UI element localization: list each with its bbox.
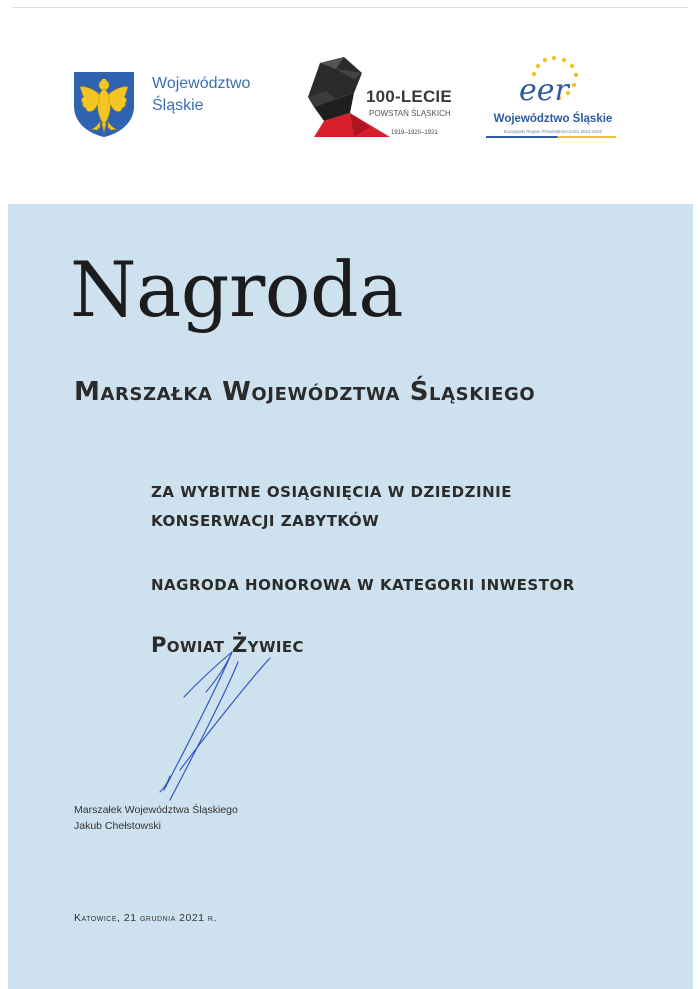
logo-wojewodztwo-slaskie [72, 70, 272, 140]
eer-mark: eer [519, 73, 569, 108]
award-category: NAGRODA HONOROWA W KATEGORII INWESTOR [151, 576, 575, 594]
place-and-date: Katowice, 21 grudnia 2021 r. [74, 912, 217, 924]
certificate-subtitle: Marszałka Województwa Śląskiego [74, 377, 536, 407]
logo-eer-name: Województwo Śląskie [493, 113, 613, 125]
logo-100-lecie-years: 1919–1920–1921 [391, 130, 438, 136]
signatory-name: Jakub Chełstowski [74, 820, 161, 832]
eer-stars-logo [484, 52, 624, 112]
certificate-title: Nagroda [70, 245, 404, 334]
logo-slaskie-line2: Śląskie [152, 97, 204, 114]
logo-100-lecie [306, 55, 456, 145]
recipient-name: Powiat Żywiec [151, 633, 304, 657]
signatory-position: Marszałek Województwa Śląskiego [74, 804, 238, 816]
reason-line-1: ZA WYBITNE OSIĄGNIĘCIA W DZIEDZINIE [151, 483, 512, 501]
logo-eer-bar [486, 136, 616, 138]
logo-100-lecie-subtitle: POWSTAŃ ŚLĄSKICH [369, 109, 451, 118]
logo-slaskie-line1: Województwo [152, 75, 251, 92]
eagle-shield-icon [72, 70, 136, 138]
logo-eer-tagline: Europejski Region Przedsiębiorczości 2021-2022 [503, 129, 603, 134]
header-logos [0, 0, 700, 200]
logo-100-lecie-title: 100-LECIE [366, 87, 452, 106]
handwritten-signature [140, 640, 300, 810]
logo-eer [484, 52, 624, 147]
reason-line-2: KONSERWACJI ZABYTKÓW [151, 512, 380, 530]
